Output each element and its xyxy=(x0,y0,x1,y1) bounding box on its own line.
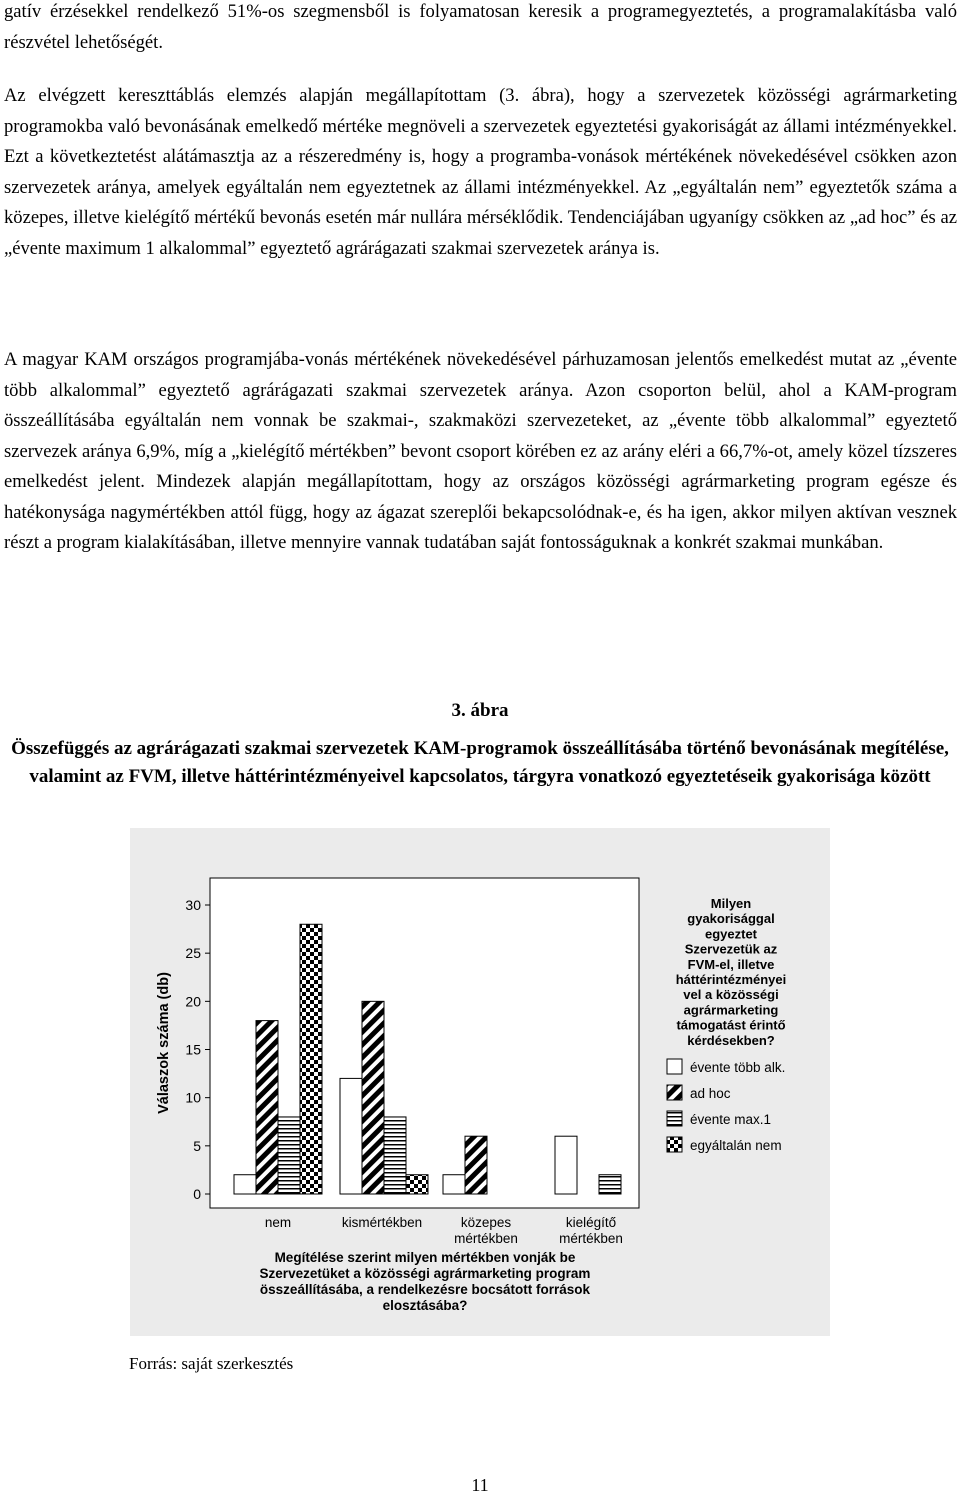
paragraph-kam-program: A magyar KAM országos programjába-vonás mértékének növekedésével párhuzamosan jelentős emelkedést mutat az „évente több alkalommal” egyeztető agrárágazati szakmai szervezetek aránya. Azon csoporton belül, ahol a KAM-program összeállításába egyáltalán nem vonnak be szakmai-, szakmaközi szervezeteket, az „évente több alkalommal” egyeztető szervezek aránya 6,9%, míg a „kielégítő mértékben” bevont csoport körében ez az arány eléri a 66,7%-ot, amely közel tízszeres emelkedést jelent. Mindezek alapján megállapítottam, hogy az országos közösségi agrármarketing program egésze és hatékonysága nagymértékben attól függ, hogy az ágazat szereplői bekapcsolódnak-e, és ha igen, akkor milyen aktívan vesznek részt a program kialakításában, illetve mennyire vannak tudatában saját fontosságuknak a konkrét szakmai munkában. xyxy=(4,349,957,553)
x-axis-title: Megítélése szerint milyen mértékben vonják be xyxy=(274,1250,576,1265)
legend-swatch xyxy=(667,1111,682,1126)
y-tick-label: 25 xyxy=(185,945,201,962)
y-tick-label: 20 xyxy=(185,993,201,1010)
y-tick-label: 15 xyxy=(185,1041,201,1058)
bar xyxy=(340,1078,362,1194)
bar xyxy=(362,1001,384,1194)
legend-title: agrármarketing xyxy=(683,1002,779,1018)
legend-label: egyáltalán nem xyxy=(690,1138,782,1153)
bar xyxy=(234,1175,256,1194)
x-axis-title: elosztásába? xyxy=(382,1298,468,1313)
figure-number: 3. ábra xyxy=(451,700,509,721)
x-tick-label: mértékben xyxy=(559,1231,623,1246)
legend-title: Szervezetük az xyxy=(684,941,778,957)
legend-title: FVM-el, illetve xyxy=(687,956,775,972)
bar xyxy=(278,1117,300,1194)
legend-title: kérdésekben? xyxy=(687,1032,775,1048)
legend-title: Milyen xyxy=(710,896,752,911)
legend-title: háttérintézményei xyxy=(675,972,787,987)
x-tick-label: közepes xyxy=(460,1215,512,1230)
bar xyxy=(443,1175,465,1194)
bar xyxy=(555,1136,577,1194)
legend-label: évente több alk. xyxy=(690,1060,786,1075)
y-axis xyxy=(156,897,210,1202)
y-tick-label: 10 xyxy=(185,1089,201,1106)
x-tick-label: mértékben xyxy=(454,1231,518,1246)
y-tick-label: 30 xyxy=(185,897,201,913)
x-tick-label: kismértékben xyxy=(341,1215,423,1230)
x-axis-labels xyxy=(260,1215,623,1313)
bar xyxy=(465,1136,487,1194)
bar xyxy=(599,1175,621,1194)
y-tick-label: 0 xyxy=(193,1186,201,1202)
x-tick-label: nem xyxy=(264,1215,292,1230)
y-tick-label: 5 xyxy=(193,1137,201,1154)
legend-label: évente max.1 xyxy=(690,1112,772,1127)
y-axis-title: Válaszok száma (db) xyxy=(156,972,172,1114)
legend-title: egyeztet xyxy=(704,926,758,942)
paragraph-continuation: gatív érzésekkel rendelkező 51%-os szegmensből is folyamatosan keresik a programegyeztetés, a programalakításba való részvétel lehetőségét. xyxy=(4,1,957,53)
bar xyxy=(384,1117,406,1194)
legend-swatch xyxy=(667,1085,682,1100)
bar-chart xyxy=(130,828,830,1336)
bar xyxy=(406,1175,428,1194)
chart-container xyxy=(130,828,830,1336)
legend-title: vel a közösségi xyxy=(683,987,779,1003)
figure-source: Forrás: saját szerkesztés xyxy=(129,1354,294,1373)
legend-swatch xyxy=(667,1059,682,1074)
x-axis-title: Szervezetüket a közösségi agrármarketing program xyxy=(259,1266,591,1281)
legend-swatch xyxy=(667,1137,682,1152)
bar xyxy=(256,1021,278,1194)
legend-title: gyakorisággal xyxy=(687,911,775,927)
legend xyxy=(667,896,786,1153)
figure-title: Összefüggés az agrárágazati szakmai szervezetek KAM-programok összeállításába történő bevonásának megítélése, valamint az FVM, illetve háttérintézményeivel kapcsolatos, tárgyra vonatkozó egyeztetéseik gyakorisága között xyxy=(11,738,949,787)
legend-title: támogatást érintő xyxy=(676,1017,786,1033)
x-axis-title: összeállításába, a rendelkezésre bocsátott források xyxy=(259,1282,591,1297)
page-number: 11 xyxy=(471,1475,489,1495)
paragraph-cross-table-analysis: Az elvégzett kereszttáblás elemzés alapján megállapítottam (3. ábra), hogy a szervezetek közösségi agrármarketing programokba való bevonásának emelkedő mértéke megnöveli a szervezetek egyeztetési gyakoriságát az állami intézményekkel. Ezt a következtetést alátámasztja az a részeredmény is, hogy a programba-vonások mértékének növekedésével csökken azon szervezetek aránya, amelyek egyáltalán nem egyeztetnek az állami intézményekkel. Az „egyáltalán nem” egyeztetők száma a közepes, illetve kielégítő mértékű bevonás esetén már nullára mérséklődik. Tendenciájában ugyanígy csökken az „ad hoc” és az „évente maximum 1 alkalommal” egyeztető agrárágazati szakmai szervezetek aránya is. xyxy=(4,85,957,259)
x-tick-label: kielégítő xyxy=(565,1215,617,1230)
bar xyxy=(300,924,322,1194)
legend-label: ad hoc xyxy=(690,1086,731,1101)
